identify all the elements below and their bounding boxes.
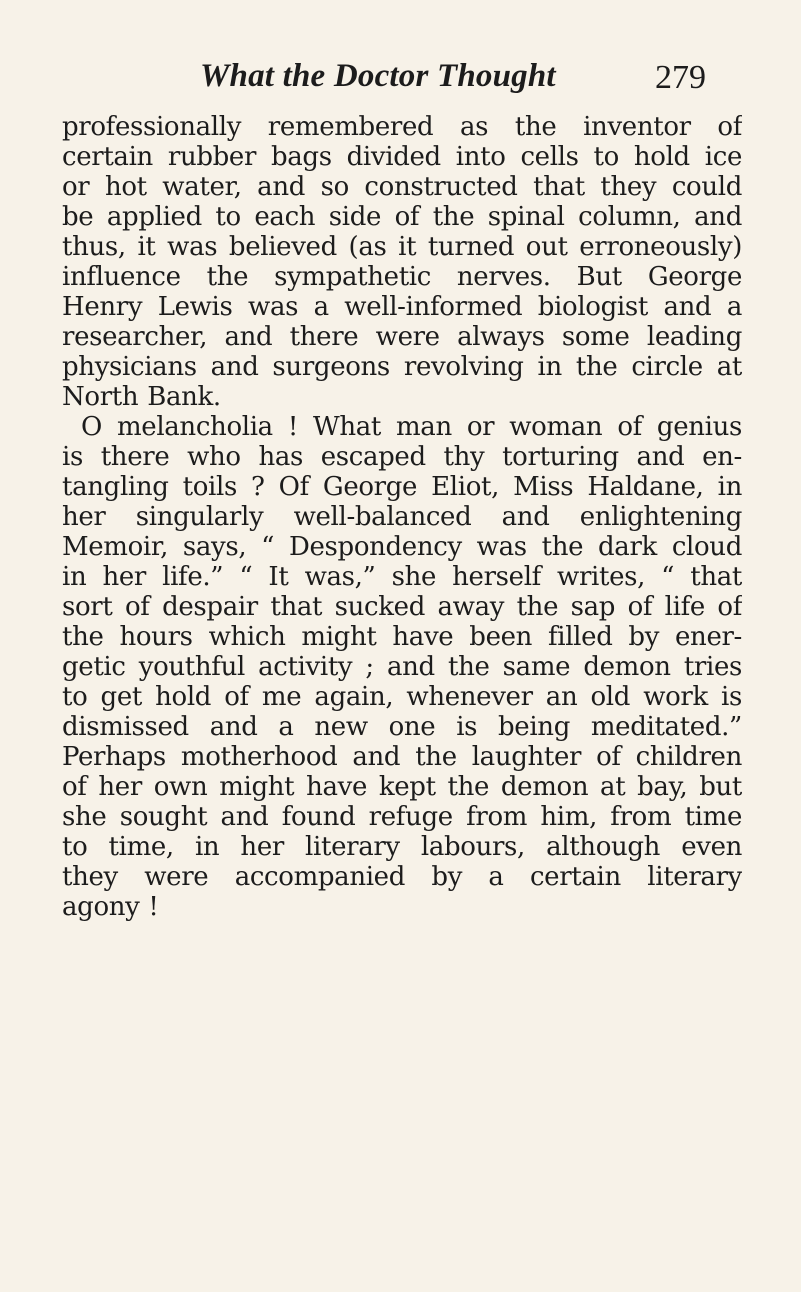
text-line: agony ! <box>62 892 159 922</box>
text-line: they were accompanied by a certain literary <box>62 862 742 892</box>
page-number: 279 <box>655 59 706 96</box>
paragraph-start-line: O melancholia ! What man or woman of genius <box>81 412 742 442</box>
running-head <box>200 58 740 108</box>
text-line: the hours which might have been filled by ener- <box>62 622 742 652</box>
text-line: Memoir, says, “ Despondency was the dark cloud <box>62 532 742 562</box>
text-line: influence the sympathetic nerves. But George <box>62 262 742 292</box>
text-line: certain rubber bags divided into cells to hold ice <box>62 142 742 172</box>
text-line: to get hold of me again, whenever an old work is <box>62 682 742 712</box>
text-line: Henry Lewis was a well-informed biologist and a <box>62 292 742 322</box>
text-line: be applied to each side of the spinal column, and <box>62 202 742 232</box>
text-line: of her own might have kept the demon at bay, but <box>62 772 742 802</box>
body-text <box>62 112 742 922</box>
text-line: or hot water, and so constructed that they could <box>62 172 742 202</box>
text-line: she sought and found refuge from him, from time <box>62 802 742 832</box>
text-line: dismissed and a new one is being meditated.” <box>62 712 742 742</box>
text-line: professionally remembered as the inventor of <box>62 112 742 142</box>
text-line: thus, it was believed (as it turned out erroneously) <box>62 232 742 262</box>
running-title: What the Doctor Thought <box>200 58 556 94</box>
text-line: tangling toils ? Of George Eliot, Miss Haldane, in <box>62 472 742 502</box>
text-line: sort of despair that sucked away the sap of life of <box>62 592 742 622</box>
text-line: Perhaps motherhood and the laughter of children <box>62 742 742 772</box>
text-line: to time, in her literary labours, although even <box>62 832 742 862</box>
text-line: getic youthful activity ; and the same demon tries <box>62 652 742 682</box>
text-line: in her life.” “ It was,” she herself writes, “ that <box>62 562 742 592</box>
text-line: is there who has escaped thy torturing and en- <box>62 442 742 472</box>
text-line: her singularly well-balanced and enlightening <box>62 502 742 532</box>
text-line: physicians and surgeons revolving in the circle at <box>62 352 742 382</box>
text-line: researcher, and there were always some leading <box>62 322 742 352</box>
text-line: North Bank. <box>62 382 221 412</box>
